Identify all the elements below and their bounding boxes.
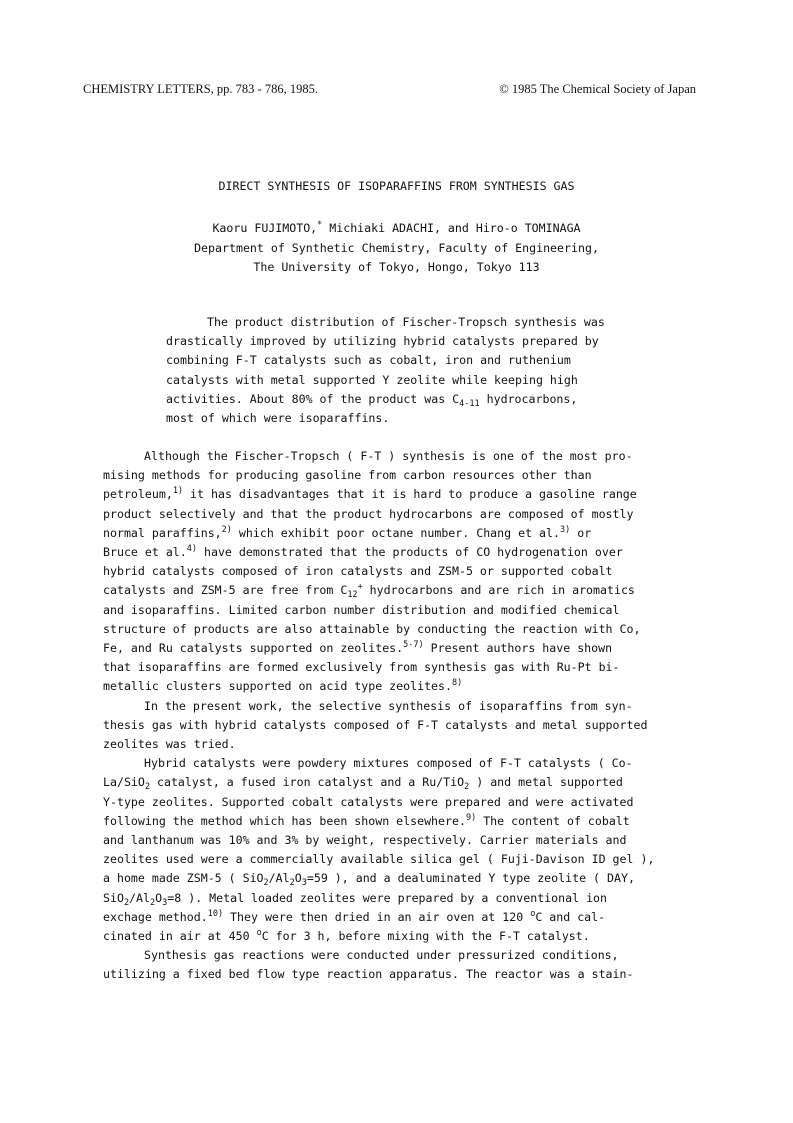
subscript: 2 [144, 782, 151, 793]
text-span: it has disadvantages that it is hard to produce a gasoline range [183, 487, 637, 502]
body-line: and isoparaffins. Limited carbon number distribution and modified chemical [103, 602, 620, 617]
author-others: Michiaki ADACHI, and Hiro-o TOMINAGA [322, 221, 581, 235]
text-span: exchage method. [103, 909, 208, 924]
abstract-line: combining F-T catalysts such as cobalt, iron and ruthenium [166, 353, 571, 368]
body-line [103, 639, 715, 658]
text-span: =59 ), and a dealuminated Y type zeolite ( DAY, [306, 871, 635, 886]
body-line [103, 908, 715, 927]
reference-marker: 5-7) [403, 640, 424, 651]
body-line: structure of products are also attainable by conducting the reaction with Co, [103, 621, 641, 636]
author-block [0, 219, 793, 278]
affiliation-line-1: Department of Synthetic Chemistry, Faculty of Engineering, [194, 240, 599, 255]
reference-marker: 4) [186, 544, 198, 555]
text-span: activities. About 80% of the product was C [166, 391, 460, 406]
body-line [103, 927, 715, 946]
text-span: La/SiO [103, 775, 145, 790]
body-line [103, 677, 715, 696]
body-line: mising methods for producing gasoline from carbon resources other than [103, 468, 592, 483]
subscript: 3 [162, 897, 168, 908]
body-line: Hybrid catalysts were powdery mixtures composed of F-T catalysts ( Co- [144, 756, 633, 771]
affiliation-line-2: The University of Tokyo, Hongo, Tokyo 113 [253, 260, 540, 274]
text-span: which exhibit poor octane number. Chang et al. [231, 525, 560, 540]
text-span: =8 ). Metal loaded zeolites were prepared by a conventional ion [167, 890, 608, 905]
text-span: hydrocarbons and are rich in aromatics [362, 583, 635, 598]
text-span: They were then dried in an air oven at 120 [223, 909, 531, 924]
body-line [103, 581, 715, 600]
body-line: that isoparaffins are formed exclusively from synthesis gas with Ru-Pt bi- [103, 660, 620, 675]
abstract-line: catalysts with metal supported Y zeolite while keeping high [166, 372, 578, 387]
text-span: O [155, 890, 163, 905]
text-span: have demonstrated that the products of CO hydrogenation over [197, 545, 623, 560]
text-span: following the method which has been shown elsewhere. [103, 813, 466, 828]
body-line: In the present work, the selective synthesis of isoparaffins from syn- [144, 698, 633, 713]
text-span: or [570, 525, 592, 540]
text-span: C and cal- [535, 909, 606, 924]
text-span: Bruce et al. [103, 545, 187, 560]
degree-symbol: o [256, 928, 262, 939]
text-span: Fe, and Ru catalysts supported on zeolites. [103, 641, 404, 656]
text-span: catalysts and ZSM-5 are free from C [103, 583, 348, 598]
reference-marker: 3) [559, 524, 571, 535]
reference-marker: 2) [221, 524, 232, 535]
body-line [103, 524, 715, 543]
reference-marker: 10) [207, 908, 224, 919]
body-line [103, 889, 715, 908]
body-line: thesis gas with hybrid catalysts composed of F-T catalysts and metal supported [103, 717, 648, 732]
body-line [103, 773, 715, 792]
text-span: C for 3 h, before mixing with the F-T catalyst. [261, 929, 590, 944]
body-text [103, 447, 715, 985]
body-line: Synthesis gas reactions were conducted under pressurized conditions, [144, 948, 619, 963]
subscript: 2 [123, 897, 130, 908]
abstract-line: most of which were isoparaffins. [166, 411, 390, 426]
text-span: ) and metal supported [469, 775, 623, 790]
text-span: a home made ZSM-5 ( SiO [103, 871, 264, 886]
text-span: petroleum, [103, 487, 173, 502]
body-line: and lanthanum was 10% and 3% by weight, respectively. Carrier materials and [103, 833, 627, 848]
author-names [0, 219, 793, 239]
text-span: The content of cobalt [476, 813, 630, 828]
text-span: /Al [129, 890, 151, 905]
abstract-line: The product distribution of Fischer-Tropsch synthesis was [207, 315, 605, 329]
subscript: 2 [289, 878, 295, 889]
text-span: O [294, 871, 302, 886]
text-span: SiO [103, 890, 124, 905]
superscript: + [357, 582, 363, 593]
subscript: 2 [464, 782, 470, 793]
text-span: /Al [268, 871, 290, 886]
body-line: utilizing a fixed bed flow type reaction apparatus. The reactor was a stain- [103, 967, 634, 982]
reference-marker: 1) [172, 486, 184, 497]
abstract-line [166, 390, 656, 409]
copyright-notice: © 1985 The Chemical Society of Japan [499, 82, 696, 96]
reference-marker: 9) [465, 812, 477, 823]
body-line: zeolites used were a commercially available silica gel ( Fuji-Davison ID gel ), [103, 852, 655, 867]
journal-citation: CHEMISTRY LETTERS, pp. 783 - 786, 1985. [83, 82, 318, 96]
body-line: Although the Fischer-Tropsch ( F-T ) synthesis is one of the most pro- [144, 449, 633, 463]
body-line [103, 812, 715, 831]
abstract [166, 313, 656, 428]
author-fujimoto: Kaoru FUJIMOTO, [212, 221, 318, 235]
body-line [103, 485, 715, 504]
subscript: 2 [150, 897, 156, 908]
subscript: 2 [263, 878, 269, 889]
subscript: 3 [301, 878, 307, 889]
body-line: zeolites was tried. [103, 737, 236, 752]
body-line [103, 869, 715, 888]
abstract-line: drastically improved by utilizing hybrid catalysts prepared by [166, 334, 599, 349]
body-line: Y-type zeolites. Supported cobalt catalysts were prepared and were activated [103, 794, 634, 809]
subscript: 12 [347, 590, 358, 601]
reference-marker: 8) [452, 678, 463, 689]
body-line: product selectively and that the product hydrocarbons are composed of mostly [103, 506, 634, 521]
subscript: 4-11 [459, 398, 480, 409]
text-span: Present authors have shown [423, 641, 613, 656]
paper-title: DIRECT SYNTHESIS OF ISOPARAFFINS FROM SYNTHESIS GAS [218, 179, 575, 193]
text-span: normal paraffins, [103, 525, 222, 540]
body-line [103, 543, 715, 562]
text-span: catalyst, a fused iron catalyst and a Ru/TiO [150, 775, 465, 790]
degree-symbol: o [530, 908, 536, 919]
text-span: metallic clusters supported on acid type zeolites. [103, 679, 453, 694]
body-line: hybrid catalysts composed of iron catalysts and ZSM-5 or supported cobalt [103, 564, 613, 579]
text-span: cinated in air at 450 [103, 929, 257, 944]
text-span: hydrocarbons, [479, 391, 578, 406]
corresponding-mark: * [317, 220, 323, 230]
